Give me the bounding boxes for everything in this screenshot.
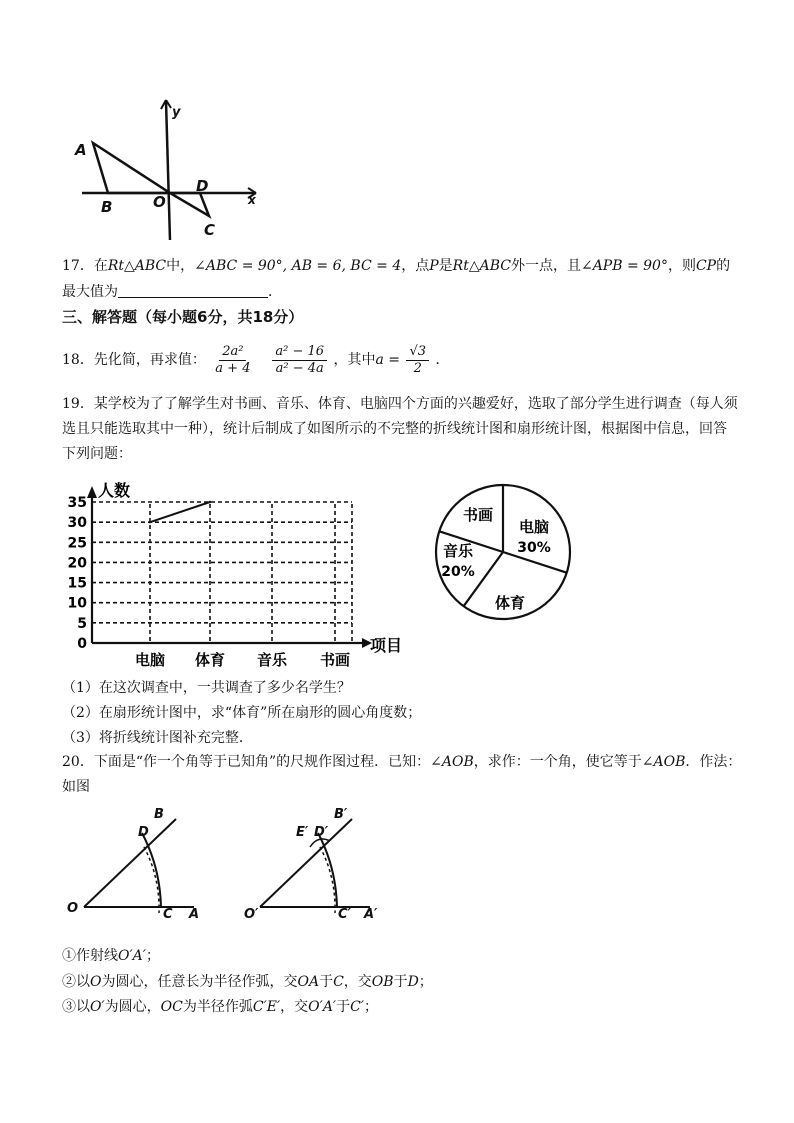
fraction-1: $\frac{\text{2a²}}{a + 4}$: [215, 343, 251, 376]
data-point: [209, 501, 211, 503]
q18-line: 18．先化简，再求值： $\frac{\text{2a²}}{a + 4}$ $\frac{\text{a² − 16}}{\text{a² − 4a}}$ ，其中a = $\frac{√3}{2}$ ．: [62, 343, 450, 376]
q20-line2: 如图: [62, 779, 90, 795]
pie-slice-percent: 30%: [517, 540, 551, 556]
y-tick-label: 30: [67, 515, 87, 532]
ray-OB: [84, 819, 176, 907]
q20-line1: 20．下面是“作一个角等于已知角”的尺规作图过程．已知：∠AOB，求作：一个角，使它等于∠AOB．作法：: [62, 754, 742, 770]
label-B-prime: B′: [334, 807, 348, 822]
q20-step2: ②以O为圆心，任意长为半径作弧，交OA于C，交OB于D；: [62, 974, 433, 990]
data-point: [149, 521, 151, 523]
q19-line2: 选且只能选取其中一种），统计后制成了如图所示的不完整的折线统计图和扇形统计图，根据图中信息，回答: [62, 421, 727, 437]
q19-line3: 下列问题：: [62, 446, 132, 462]
pie-slice-label: 音乐: [442, 542, 474, 560]
fraction-2: $\frac{\text{a² − 16}}{\text{a² − 4a}}$: [272, 344, 327, 377]
label-D: D: [138, 825, 149, 840]
q19-sub2: （2）在扇形统计图中，求“体育”所在扇形的圆心角度数；: [62, 705, 422, 721]
fraction-value: $\frac{√3}{2}$: [406, 344, 429, 377]
coordinate-figure: [60, 95, 270, 245]
arc-solid: [318, 833, 337, 907]
label-x: x: [248, 193, 256, 207]
label-D-prime: D′: [314, 825, 329, 840]
q17-line2: 最大值为 ．: [62, 284, 282, 300]
pie-slice-percent: 20%: [441, 564, 475, 580]
q19-sub3: （3）将折线统计图补充完整．: [62, 730, 253, 746]
label-y: y: [172, 105, 181, 120]
q19-sub1: （1）在这次调查中，一共调查了多少名学生？: [62, 680, 351, 696]
pie-chart-svg: [428, 480, 578, 630]
line-chart: [60, 478, 420, 678]
x-tick-label: 电脑: [134, 651, 166, 669]
pie-chart: [428, 480, 578, 630]
y-tick-label: 35: [67, 495, 87, 511]
y-axis: [166, 101, 170, 240]
construction-figure-left: [62, 805, 222, 930]
answer-blank[interactable]: [118, 283, 268, 298]
q19-line1: 19．某学校为了了解学生对书画、音乐、体育、电脑四个方面的兴趣爱好，选取了部分学生进行调查（每人须: [62, 396, 738, 412]
coordinate-figure-svg: [60, 95, 270, 245]
series-line: [150, 502, 210, 522]
label-O: O: [67, 901, 79, 916]
section-3-title: 三、解答题（每小题6分，共18分）: [62, 308, 304, 326]
label-A: A: [75, 141, 87, 159]
label-C: C: [204, 221, 216, 239]
y-tick-label: 20: [67, 555, 87, 572]
x-tick-label: 书画: [319, 651, 351, 669]
triangle-odc: [170, 193, 209, 216]
label-O: O: [153, 193, 166, 211]
label-C-prime: C′: [338, 907, 351, 922]
q20-step3: ③以O′为圆心，OC为半径作弧C′E′，交O′A′于C′；: [62, 999, 378, 1015]
pie-slice-label: 电脑: [518, 518, 550, 536]
label-D: D: [196, 177, 209, 195]
arc-solid: [142, 833, 161, 907]
y-tick-label: 25: [67, 535, 87, 552]
triangle-abo: [93, 143, 170, 193]
x-tick-label: 体育: [194, 651, 226, 669]
label-E-prime: E′: [296, 825, 309, 840]
pie-slice-label: 体育: [494, 594, 526, 612]
construction-figure-right: [238, 805, 398, 930]
pie-slice-label: 书画: [462, 506, 494, 524]
x-tick-label: 音乐: [256, 651, 288, 669]
label-O-prime: O′: [244, 907, 259, 922]
label-A-prime: A′: [364, 907, 378, 922]
label-C: C: [163, 907, 173, 922]
y-axis-title: 人数: [98, 481, 131, 500]
q20-step1: ①作射线O′A′；: [62, 948, 160, 964]
y-tick-label: 15: [67, 575, 87, 592]
y-tick-label: 10: [67, 595, 87, 612]
line-chart-svg: [60, 478, 420, 678]
y-axis-arrow: [87, 486, 97, 498]
y-tick-label: 0: [77, 636, 87, 652]
label-B: B: [101, 198, 113, 216]
label-B: B: [154, 807, 164, 822]
label-A: A: [189, 907, 200, 922]
y-tick-label: 5: [77, 615, 87, 632]
x-axis-title: 项目: [370, 636, 403, 655]
q17-line1: 17．在Rt△ABC中，∠ABC = 90°, AB = 6, BC = 4，点P是Rt△ABC外一点，且∠APB = 90°，则CP的: [62, 258, 731, 274]
